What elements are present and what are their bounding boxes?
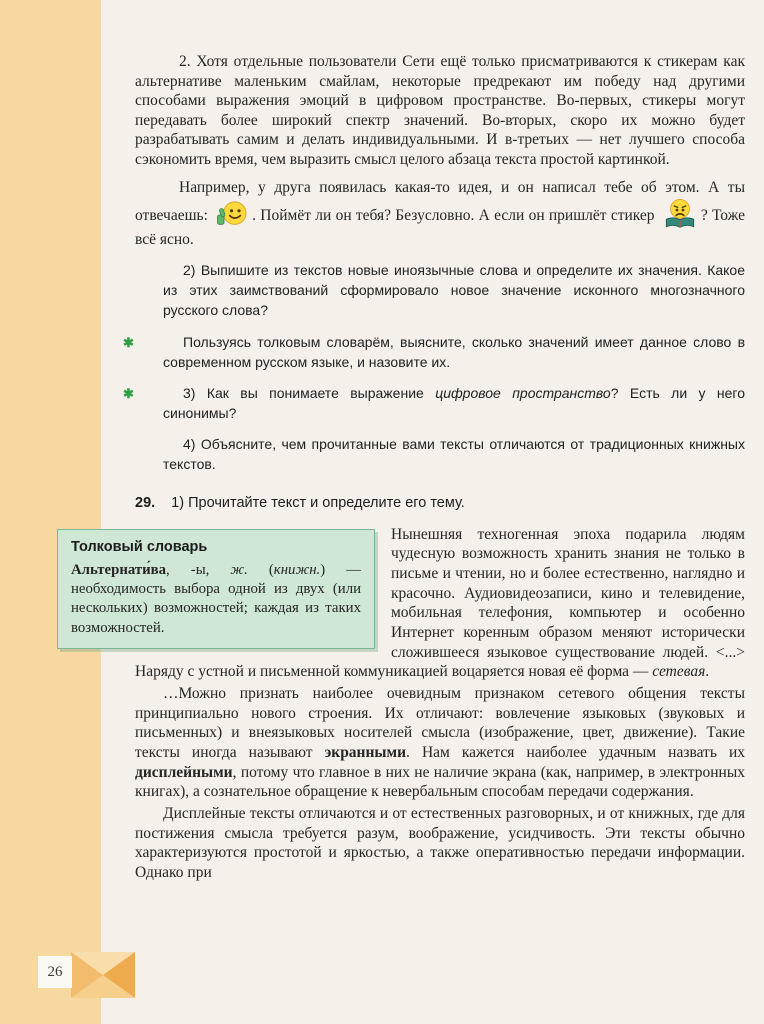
page-number xyxy=(38,956,72,988)
example-text-2: . Поймёт ли он тебя? Безусловно. А если он пришлёт стикер xyxy=(252,206,659,224)
task-3: 3) Как вы понимаете выражение цифровое пространство? Есть ли у него синонимы? xyxy=(163,384,746,422)
example-text-1: Например, у друга появилась какая-то идея, и он написал тебе об этом. А ты отвечаешь: xyxy=(135,179,745,224)
example-text-3: ? Тоже всё ясно. xyxy=(135,206,746,248)
page-margin-strip xyxy=(0,0,101,1024)
tasks-block xyxy=(123,260,746,474)
dictionary-title: Толковый словарь xyxy=(71,538,208,555)
task-2: 2) Выпишите из текстов новые иноязычные слова и определите их значения. Какое из этих заимствований сформировало новое значение исконного многозначного русского слова? xyxy=(163,262,745,319)
task-star-row xyxy=(123,332,745,372)
happy-thumbs-up-sticker-icon xyxy=(216,200,248,230)
reading-paragraph-1: Нынешняя техногенная эпоха подарила людям чудесную возможность хранить знания не только в письме и чтении, но и более естественно, наглядно и красочно. Аудиовидеозаписи, кино и телевидение, мобильная телефония, компьютер и особенно Интернет коренным образом меняют исторически сложившееся языковое существование людей. <...> Наряду с устной и письменной коммуникацией воцаряется новая её форма — сетевая. xyxy=(135,525,745,681)
dictionary-box xyxy=(57,529,375,650)
example-paragraph xyxy=(135,178,745,249)
difficulty-star-icon: ✱ xyxy=(123,334,134,350)
difficulty-star-icon: ✱ xyxy=(123,385,134,401)
reading-paragraph-3: Дисплейные тексты отличаются и от естественных разговорных, и от книжных, где для постижения смысла требуется разум, воображение, усидчивость. Эти тексты обычно характеризуются простотой и яркостью, а также оперативностью передачи информации. Однако при xyxy=(135,804,745,881)
intro-paragraph: 2. Хотя отдельные пользователи Сети ещё только присматриваются к стикерам как альтернативе маленьким смайлам, некоторые предрекают им победу над другими способами выражения эмоций в цифровом пространстве. Во-первых, стикеры могут передавать более широкий спектр значений. Во-вторых, скоро их можно будет разрабатывать самим и делать индивидуальными. И в-третьих — нет лучшего способа сэкономить время, чем выразить смысл целого абзаца текста простой картинкой. xyxy=(135,53,745,168)
task-4: 4) Объясните, чем прочитанные вами тексты отличаются от традиционных книжных текстов. xyxy=(163,436,745,473)
task-star: Пользуясь толковым словарём, выясните, сколько значений имеет данное слово в современном русском языке, и назовите их. xyxy=(163,333,745,370)
task-3-row xyxy=(123,383,746,423)
reading-paragraph-2: …Можно признать наиболее очевидным признаком сетевого общения тексты принципиально нового строения. Их отличают: вовлечение языковых (звуковых и письменных) и внеязыковых носителей смысла (изображение, цвет, движение). Такие тексты иногда называют экранными. Нам кажется наиболее удачным назвать их дисплейными, потому что главное в них не наличие экрана (как, например, в электронных книгах), а сознательное обращение к невербальным способам передачи содержания. xyxy=(135,684,745,801)
exercise-number: 29. xyxy=(135,494,156,511)
reading-text-block xyxy=(71,525,745,883)
dictionary-entry: Альтернати́ва, -ы, ж. (книжн.) — необходимость выбора одной из двух (или нескольких) возможностей; каждая из таких возможностей. xyxy=(71,561,361,636)
page-content xyxy=(71,52,746,883)
sad-book-sticker-icon xyxy=(663,198,697,230)
exercise-instruction: 1) Прочитайте текст и определите его тему. xyxy=(171,494,465,511)
exercise-29-heading xyxy=(135,495,745,511)
bowtie-ornament-icon xyxy=(70,950,136,1000)
page-number-value: 26 xyxy=(47,963,63,980)
